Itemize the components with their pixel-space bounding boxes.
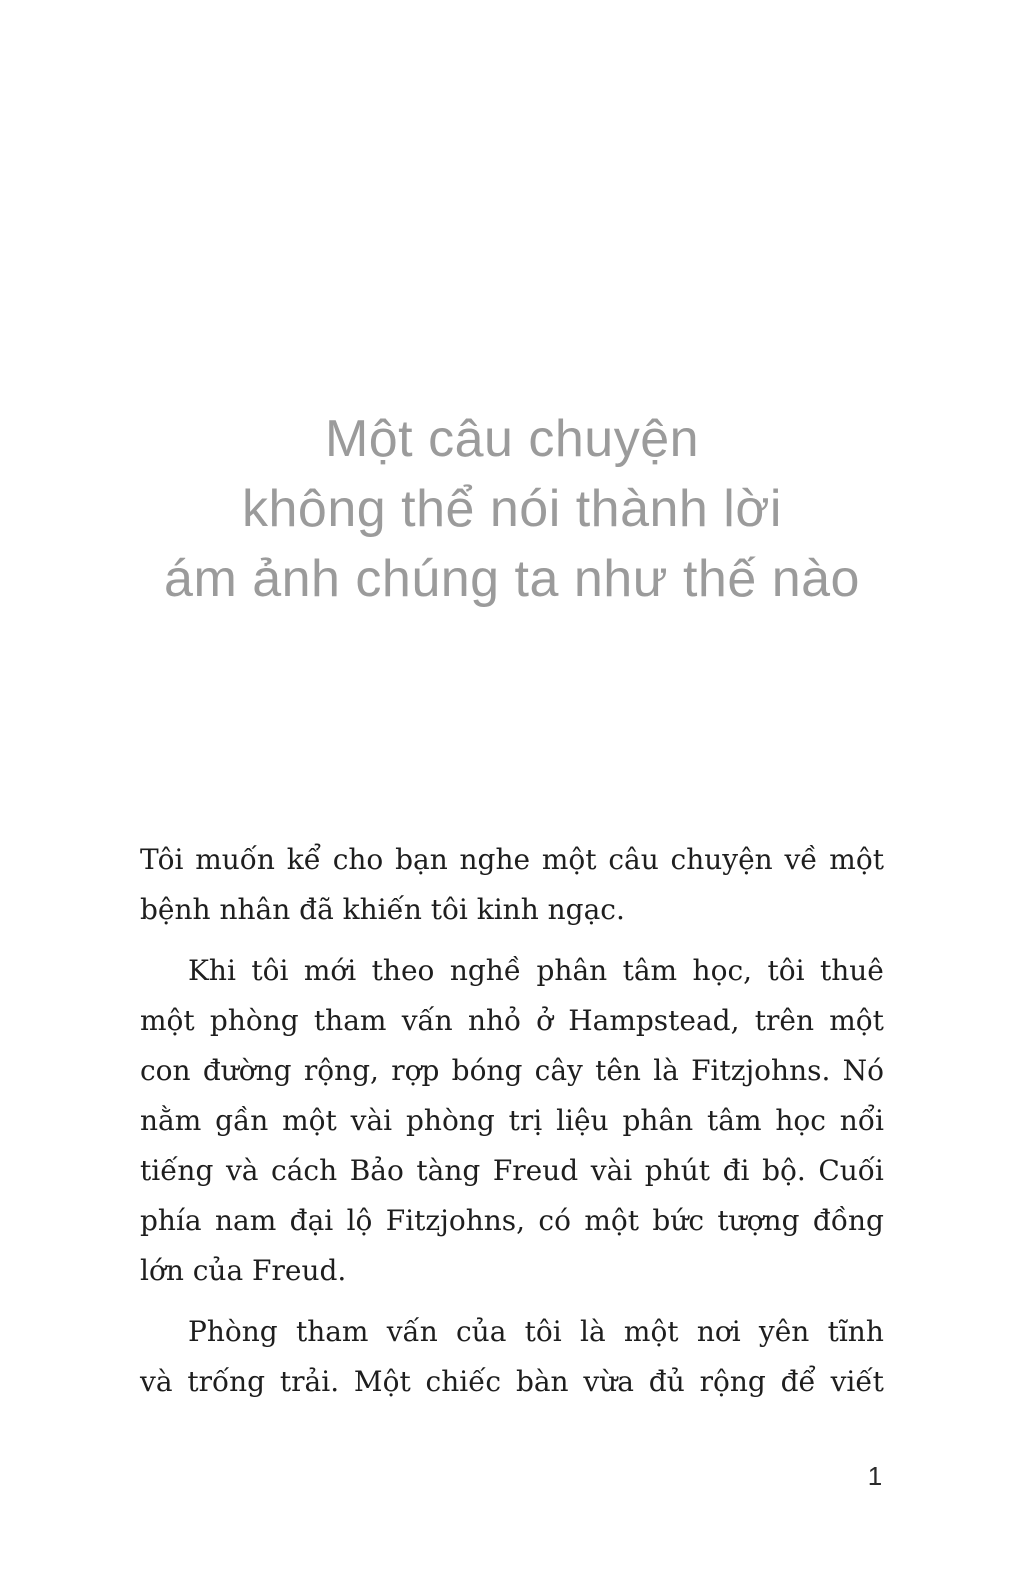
paragraph-line: [140, 946, 884, 996]
word: chiếc: [425, 1365, 502, 1398]
word: tên: [595, 1054, 641, 1087]
word: thuê: [819, 954, 884, 987]
word: vài: [590, 1154, 633, 1187]
word: một: [829, 1004, 884, 1037]
word: một: [584, 1204, 640, 1237]
word: Freud: [492, 1154, 579, 1187]
paragraph-line: [140, 1196, 884, 1246]
word: Phòng: [188, 1315, 278, 1348]
word: bàn: [515, 1365, 569, 1398]
word: nằm: [140, 1104, 202, 1137]
word: để: [780, 1365, 816, 1398]
word: phân: [622, 1104, 694, 1137]
word: có: [538, 1204, 571, 1237]
word: phòng: [209, 1004, 299, 1037]
word: gần: [215, 1104, 269, 1137]
word: Khi: [188, 954, 236, 987]
word: tham: [295, 1315, 369, 1348]
paragraph-line: [140, 996, 884, 1046]
word: một: [282, 1104, 337, 1137]
page-number: 1: [867, 1461, 883, 1491]
chapter-title: [0, 404, 1024, 614]
word: đủ: [648, 1365, 685, 1398]
word: một: [623, 1315, 679, 1348]
paragraph-line: [140, 835, 884, 885]
word: một: [541, 843, 597, 876]
word: và: [225, 1154, 259, 1187]
word: là: [653, 1054, 679, 1087]
paragraph-line: [140, 1357, 884, 1407]
word: Fitzjohns.: [691, 1054, 831, 1087]
word: tĩnh: [827, 1315, 884, 1348]
word: tàng: [416, 1154, 481, 1187]
paragraph-line: [140, 1307, 884, 1357]
word: bức: [652, 1204, 705, 1237]
word: liệu: [556, 1104, 609, 1137]
paragraph: [140, 1307, 884, 1407]
word: đại: [289, 1204, 334, 1237]
word: trị: [508, 1104, 543, 1137]
word: Cuối: [818, 1154, 884, 1187]
word: yên: [758, 1315, 810, 1348]
chapter-title-line: ám ảnh chúng ta như thế nào: [164, 550, 860, 608]
word: vấn: [386, 1315, 438, 1348]
chapter-title-line: Một câu chuyện: [324, 410, 700, 468]
word: tiếng: [140, 1154, 214, 1187]
word: tham: [313, 1004, 387, 1037]
word: viết: [830, 1365, 884, 1398]
word: của: [455, 1315, 507, 1348]
word: Bảo: [349, 1154, 404, 1187]
word: một: [829, 843, 884, 876]
word: nhỏ: [467, 1004, 521, 1037]
chapter-title-line: không thể nói thành lời: [242, 480, 782, 538]
word: con: [140, 1054, 191, 1087]
word: trải.: [279, 1365, 340, 1398]
word: vài: [350, 1104, 393, 1137]
word: học,: [692, 954, 753, 987]
paragraph-line: [140, 1096, 884, 1146]
word: kể: [286, 843, 321, 876]
paragraph-line: lớn của Freud.: [140, 1254, 347, 1287]
word: mới: [303, 954, 357, 987]
word: một: [140, 1004, 195, 1037]
word: Tôi: [140, 843, 184, 876]
word: muốn: [195, 843, 275, 876]
word: phút: [644, 1154, 711, 1187]
body-text: [140, 835, 884, 1418]
word: về: [784, 843, 818, 876]
word: đồng: [812, 1204, 884, 1237]
word: vừa: [583, 1365, 634, 1398]
word: câu: [608, 843, 659, 876]
word: đường: [202, 1054, 292, 1087]
word: rộng: [699, 1365, 766, 1398]
word: ở: [536, 1004, 553, 1037]
word: phân: [536, 954, 608, 987]
word: cây: [534, 1054, 583, 1087]
word: rợp: [391, 1054, 440, 1087]
word: và: [140, 1365, 173, 1398]
word: bóng: [451, 1054, 523, 1087]
word: học: [775, 1104, 826, 1137]
word: Một: [353, 1365, 411, 1398]
word: nghề: [449, 954, 522, 987]
word: là: [579, 1315, 606, 1348]
word: tôi: [524, 1315, 562, 1348]
word: cách: [271, 1154, 338, 1187]
word: theo: [371, 954, 435, 987]
word: trên: [754, 1004, 814, 1037]
word: nổi: [839, 1104, 884, 1137]
word: cho: [332, 843, 384, 876]
word: Hampstead,: [568, 1004, 740, 1037]
word: phòng: [405, 1104, 495, 1137]
word: tôi: [767, 954, 805, 987]
word: nam: [214, 1204, 277, 1237]
word: bộ.: [762, 1154, 806, 1187]
word: vấn: [401, 1004, 453, 1037]
word: tôi: [251, 954, 289, 987]
word: tâm: [622, 954, 678, 987]
word: trống: [187, 1365, 266, 1398]
word: bạn: [395, 843, 448, 876]
word: đi: [722, 1154, 750, 1187]
word: tâm: [707, 1104, 762, 1137]
word: Fitzjohns,: [385, 1204, 526, 1237]
word: nghe: [459, 843, 531, 876]
paragraph: [140, 835, 884, 935]
paragraph: [140, 946, 884, 1296]
word: rộng,: [303, 1054, 379, 1087]
word: phía: [140, 1204, 202, 1237]
word: tượng: [717, 1204, 800, 1237]
word: Nó: [842, 1054, 884, 1087]
word: chuyện: [670, 843, 773, 876]
paragraph-line: bệnh nhân đã khiến tôi kinh ngạc.: [140, 893, 625, 926]
word: lộ: [346, 1204, 373, 1237]
word: nơi: [696, 1315, 741, 1348]
paragraph-line: [140, 1146, 884, 1196]
paragraph-line: [140, 1046, 884, 1096]
